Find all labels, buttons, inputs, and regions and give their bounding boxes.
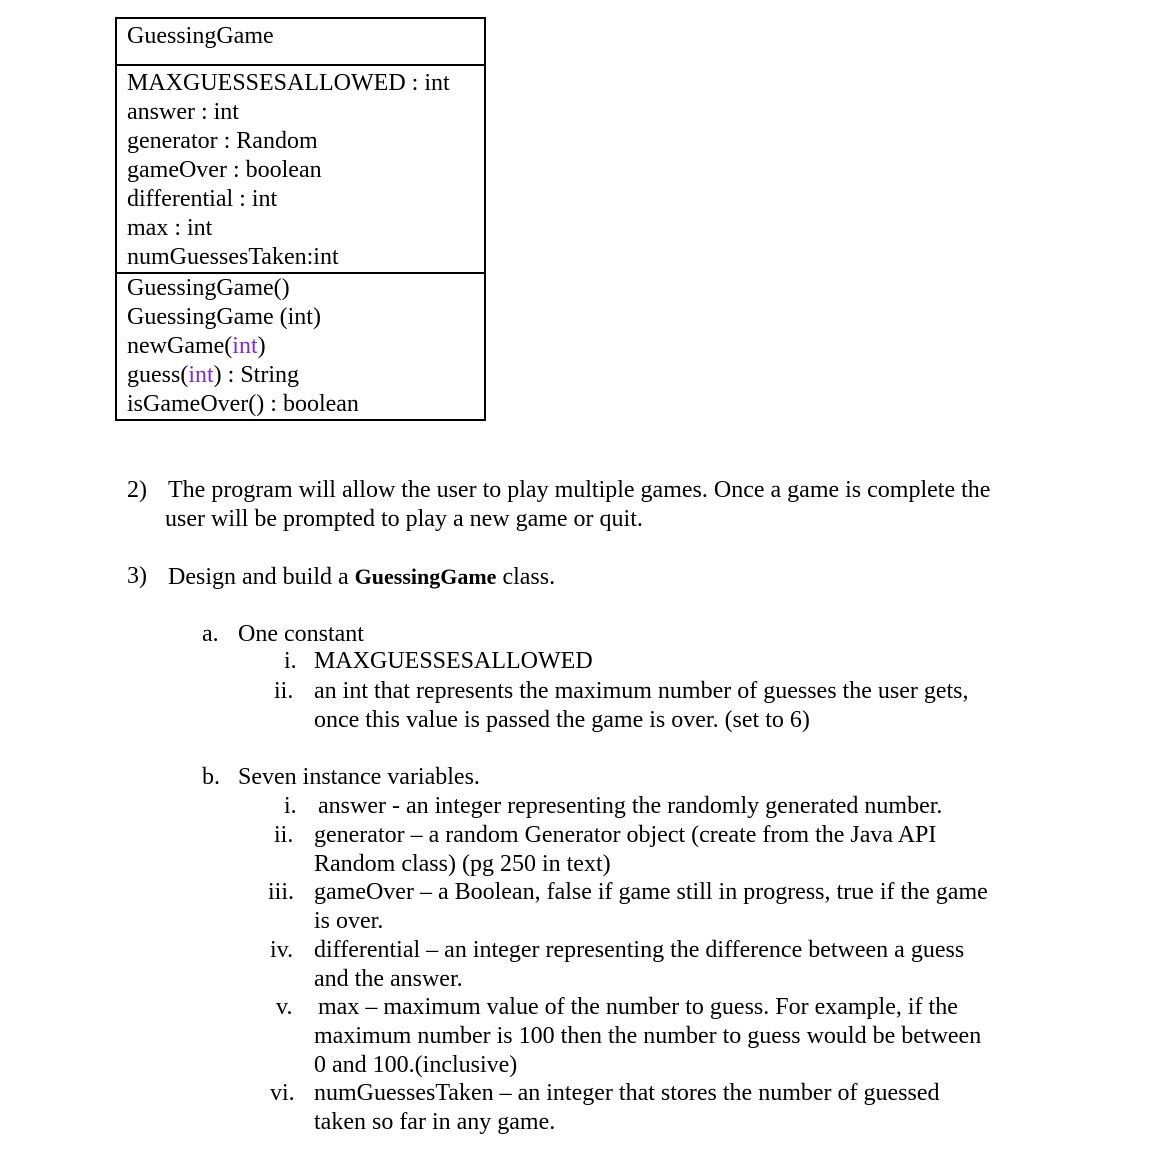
method: isGameOver() : boolean (127, 391, 359, 417)
attribute: differential : int (127, 186, 278, 212)
item-3-post: class. (496, 564, 556, 590)
item-3-number: 3) (127, 563, 147, 589)
b-vi-line-1: numGuessesTaken – an integer that stores the number of guessed (314, 1080, 940, 1106)
b-vi-num: vi. (270, 1080, 295, 1106)
method-name: guess( (127, 362, 189, 388)
sub-a-label: a. (202, 621, 219, 647)
sub-a-text: One constant (238, 621, 364, 647)
method-suffix: ) (257, 333, 266, 359)
method: GuessingGame (int) (127, 304, 321, 330)
uml-attributes (117, 66, 484, 274)
item-2-line-1: The program will allow the user to play multiple games. Once a game is complete the (168, 477, 991, 503)
b-iv-num: iv. (270, 937, 294, 963)
sub-b-text: Seven instance variables. (238, 764, 480, 790)
a-i-text: MAXGUESSESALLOWED (314, 648, 593, 674)
uml-class-name (117, 19, 484, 66)
b-v-line-1: max – maximum value of the number to guess. For example, if the (318, 994, 958, 1020)
b-i-text: answer - an integer representing the randomly generated number. (318, 793, 943, 819)
item-2-line-2: user will be prompted to play a new game or quit. (165, 506, 643, 532)
attribute: numGuessesTaken:int (127, 244, 339, 270)
a-ii-num: ii. (274, 678, 294, 704)
b-v-line-3: 0 and 100.(inclusive) (314, 1052, 518, 1078)
b-vi-line-2: taken so far in any game. (314, 1109, 556, 1135)
a-i-num: i. (284, 648, 297, 674)
class-name-bold: GuessingGame (354, 564, 497, 589)
method-name: newGame( (127, 333, 233, 359)
b-iii-line-2: is over. (314, 908, 384, 934)
a-ii-line-1: an int that represents the maximum number of guesses the user gets, (314, 678, 969, 704)
item-3-pre: Design and build a (168, 564, 355, 590)
b-ii-line-2: Random class) (pg 250 in text) (314, 851, 611, 877)
b-iii-num: iii. (268, 879, 295, 905)
attribute: generator : Random (127, 128, 318, 154)
method-suffix: ) : String (213, 362, 300, 388)
method (127, 332, 484, 361)
b-ii-num: ii. (274, 822, 294, 848)
uml-methods (117, 274, 484, 419)
b-iv-line-1: differential – an integer representing the difference between a guess (314, 937, 965, 963)
type-keyword: int (188, 362, 214, 388)
attribute: max : int (127, 215, 213, 241)
attribute: gameOver : boolean (127, 157, 322, 183)
item-3-text (168, 562, 555, 592)
attribute: MAXGUESSESALLOWED : int (127, 70, 450, 96)
b-i-num: i. (284, 793, 297, 819)
item-2-number: 2) (127, 477, 147, 503)
sub-b-label: b. (202, 764, 220, 790)
b-ii-line-1: generator – a random Generator object (create from the Java API (314, 822, 937, 848)
b-iv-line-2: and the answer. (314, 966, 463, 992)
method (127, 361, 484, 390)
uml-class-diagram (115, 17, 486, 421)
b-v-line-2: maximum number is 100 then the number to guess would be between (314, 1023, 982, 1049)
a-ii-line-2: once this value is passed the game is over. (set to 6) (314, 707, 810, 733)
method: GuessingGame() (127, 275, 290, 301)
type-keyword: int (232, 333, 258, 359)
b-iii-line-1: gameOver – a Boolean, false if game still in progress, true if the game (314, 879, 988, 905)
attribute: answer : int (127, 99, 239, 125)
b-v-num: v. (276, 994, 293, 1020)
class-name-text: GuessingGame (127, 23, 274, 49)
